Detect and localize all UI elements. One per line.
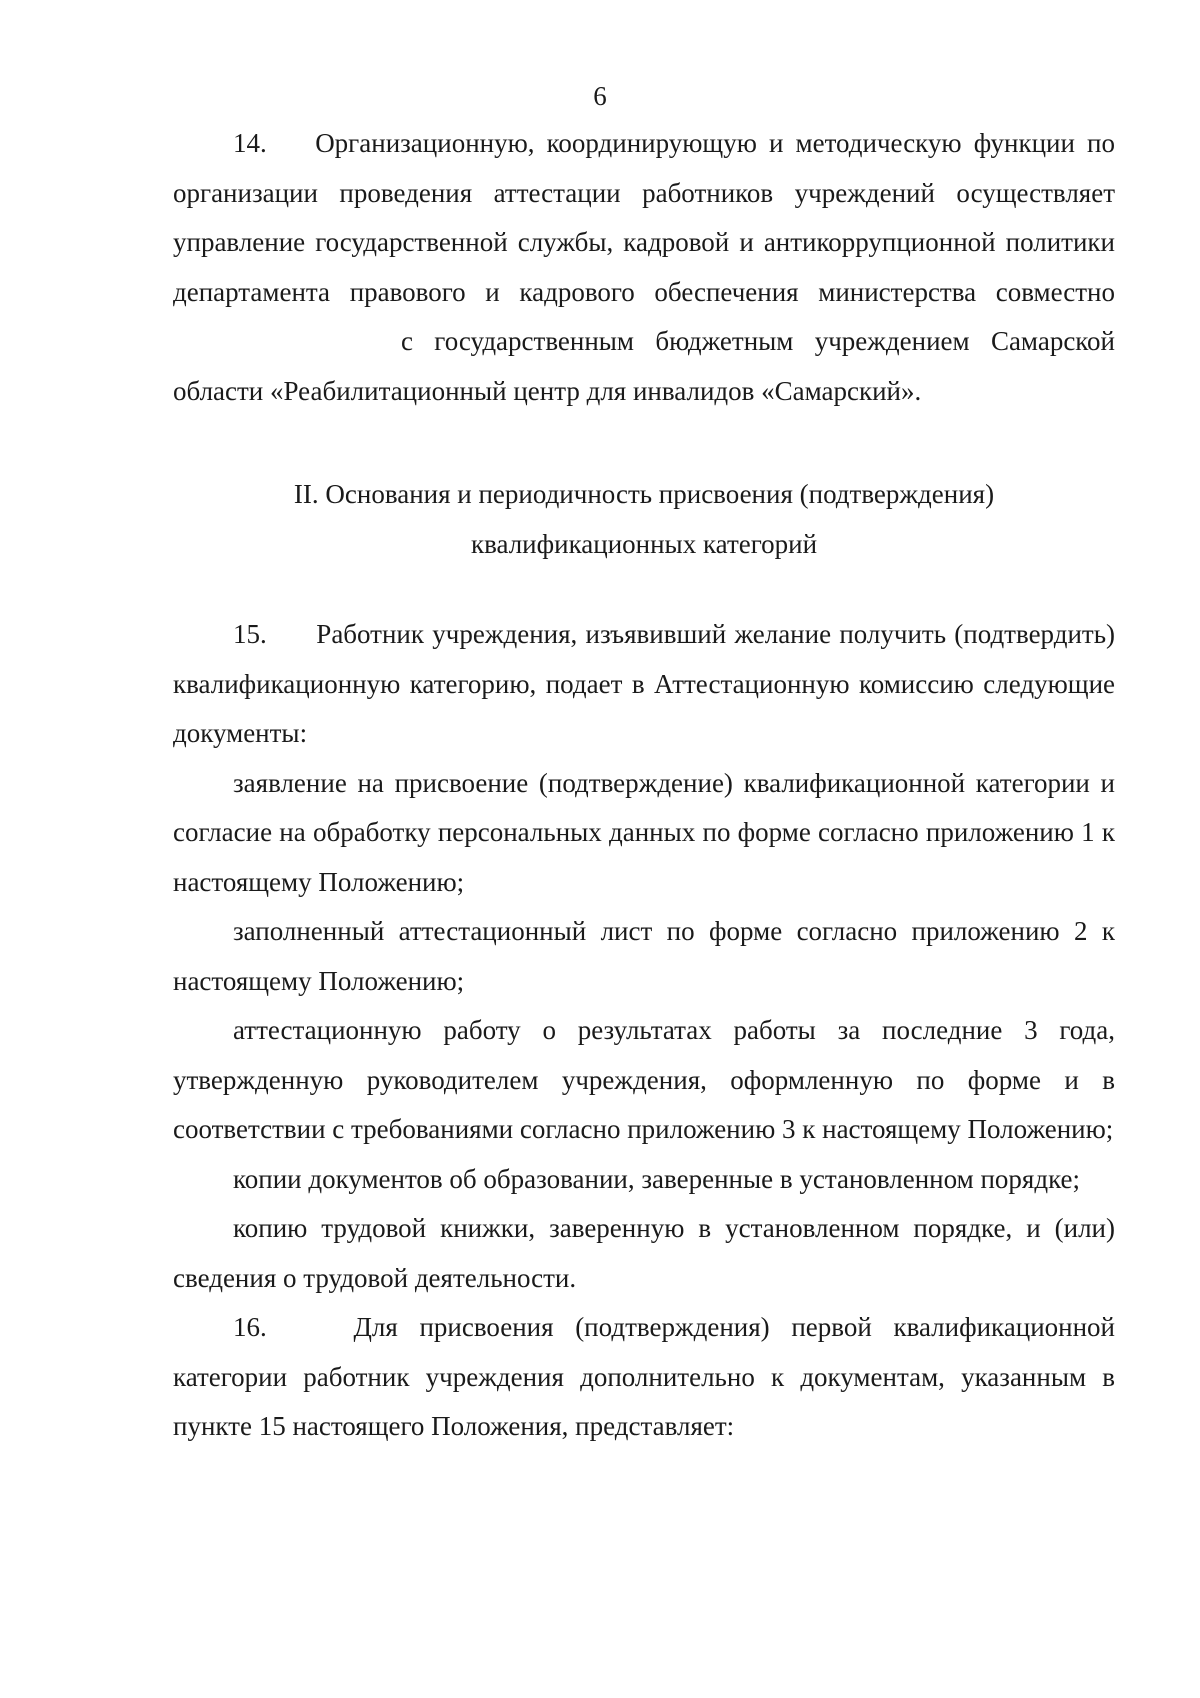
document-list-item: заполненный аттестационный лист по форме согласно приложению 2 к настоящему Положению;	[173, 916, 1115, 996]
paragraph-16	[173, 1303, 1115, 1452]
paragraph-15-intro: Работник учреждения, изъявивший желание получить (подтвердить) квалификационную категорию, подает в Аттестационную комиссию следующие документы:	[173, 619, 1115, 748]
paragraph-16-number: 16.	[233, 1312, 267, 1342]
document-list-item: копии документов об образовании, заверенные в установленном порядке;	[233, 1163, 1080, 1194]
paragraph-14-number: 14.	[233, 128, 267, 158]
section-heading-line-1: II. Основания и периодичность присвоения (подтверждения)	[293, 479, 995, 509]
paragraph-15-number: 15.	[233, 619, 267, 649]
document-list-item: аттестационную работу о результатах работы за последние 3 года, утвержденную руководителем учреждения, оформленную по форме и в соответствии с требованиями согласно приложению 3 к настоящему Положению;	[173, 1015, 1115, 1144]
document-list-item: заявление на присвоение (подтверждение) квалификационной категории и согласие на обработку персональных данных по форме согласно приложению 1 к настоящему Положению;	[173, 767, 1115, 897]
document-list-item: копию трудовой книжки, заверенную в установленном порядке, и (или) сведения о трудовой деятельности.	[173, 1213, 1115, 1293]
paragraph-14-text-before-gap: Организационную, координирующую и методическую функции по организации проведения аттестации работников учреждений осуществляет управление государственной службы, кадровой и антикоррупционной политики департамента правового и кадрового обеспечения министерства совместно	[173, 128, 1115, 307]
section-heading	[173, 470, 1115, 569]
paragraph-15	[173, 610, 1115, 759]
document-body	[173, 119, 1115, 1452]
section-heading-line-2: квалификационных категорий	[470, 528, 818, 559]
page-number: 6	[593, 81, 607, 111]
paragraph-14-text-after-gap: с государственным бюджетным учреждением Самарской области «Реабилитационный центр для инвалидов «Самарский».	[173, 326, 1115, 406]
paragraph-14	[173, 119, 1115, 416]
paragraph-16-text: Для присвоения (подтверждения) первой квалификационной категории работник учреждения дополнительно к документам, указанным в пункте 15 настоящего Положения, представляет:	[173, 1312, 1115, 1441]
